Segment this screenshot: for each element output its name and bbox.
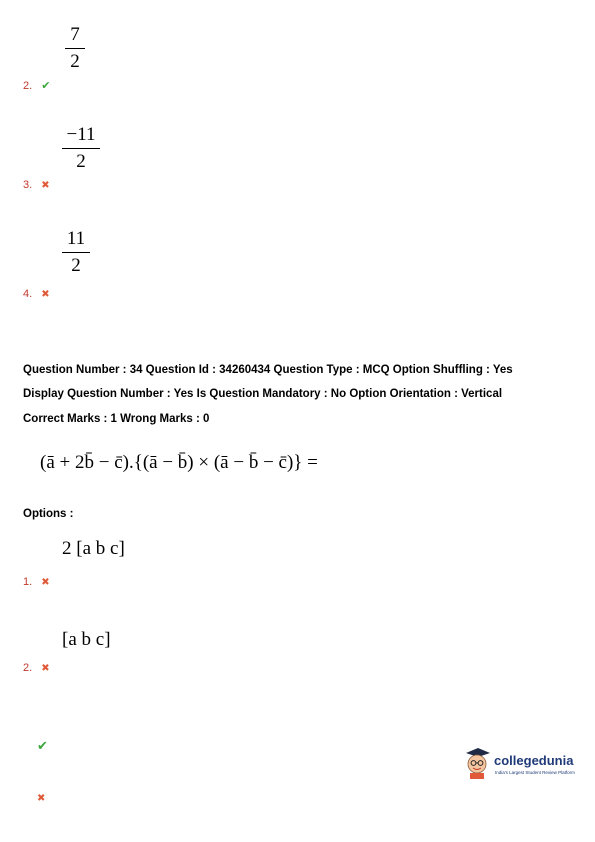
fraction-option-2 — [65, 24, 85, 73]
option-number: 2. — [23, 662, 33, 674]
logo-brand: collegedunia — [494, 753, 574, 768]
cross-icon: ✖ — [41, 289, 50, 300]
question-meta-line-1: Question Number : 34 Question Id : 34260434 Question Type : MCQ Option Shuffling : Yes — [23, 364, 513, 376]
denominator: 2 — [70, 51, 80, 72]
cross-icon: ✖ — [37, 793, 46, 804]
cross-icon: ✖ — [41, 577, 50, 588]
logo-tagline: India's Largest Student Review Platform — [495, 770, 575, 775]
option-number: 2. — [23, 80, 33, 92]
option-1-content: 2 [a b c] — [62, 538, 125, 559]
fraction-option-3 — [62, 124, 100, 173]
numerator: 11 — [66, 228, 86, 249]
option-number: 4. — [23, 288, 33, 300]
option-row-2b — [23, 656, 50, 675]
option-row-4b — [33, 786, 45, 805]
fraction-bar — [62, 148, 100, 149]
question-expression — [40, 452, 318, 474]
option-2-content: [a b c] — [62, 629, 111, 650]
expression-text: (ā + 2b̄ − c̄).{(ā − b̄) × (ā − b̄ − c̄)} = — [40, 452, 318, 473]
numerator: 7 — [70, 24, 80, 45]
question-meta-line-2: Display Question Number : Yes Is Question Mandatory : No Option Orientation : Vertical — [23, 388, 503, 400]
option-row-2 — [23, 74, 51, 93]
options-label: Options : — [23, 508, 74, 520]
option-row-1 — [23, 570, 50, 589]
question-meta-line-3: Correct Marks : 1 Wrong Marks : 0 — [23, 413, 210, 425]
cross-icon: ✖ — [41, 180, 50, 191]
denominator: 2 — [71, 255, 81, 276]
option-number: 1. — [23, 576, 33, 588]
option-row-3b — [33, 735, 48, 754]
denominator: 2 — [76, 151, 86, 172]
fraction-bar — [65, 48, 85, 49]
fraction-option-4 — [62, 228, 90, 277]
option-number: 3. — [23, 179, 33, 191]
mascot-icon — [462, 746, 492, 780]
collegedunia-logo — [462, 746, 582, 782]
check-icon: ✔ — [37, 739, 48, 754]
option-row-4 — [23, 282, 50, 301]
cross-icon: ✖ — [41, 663, 50, 674]
fraction-bar — [62, 252, 90, 253]
numerator: −11 — [66, 124, 96, 145]
option-row-3 — [23, 173, 50, 192]
check-icon: ✔ — [41, 79, 51, 92]
